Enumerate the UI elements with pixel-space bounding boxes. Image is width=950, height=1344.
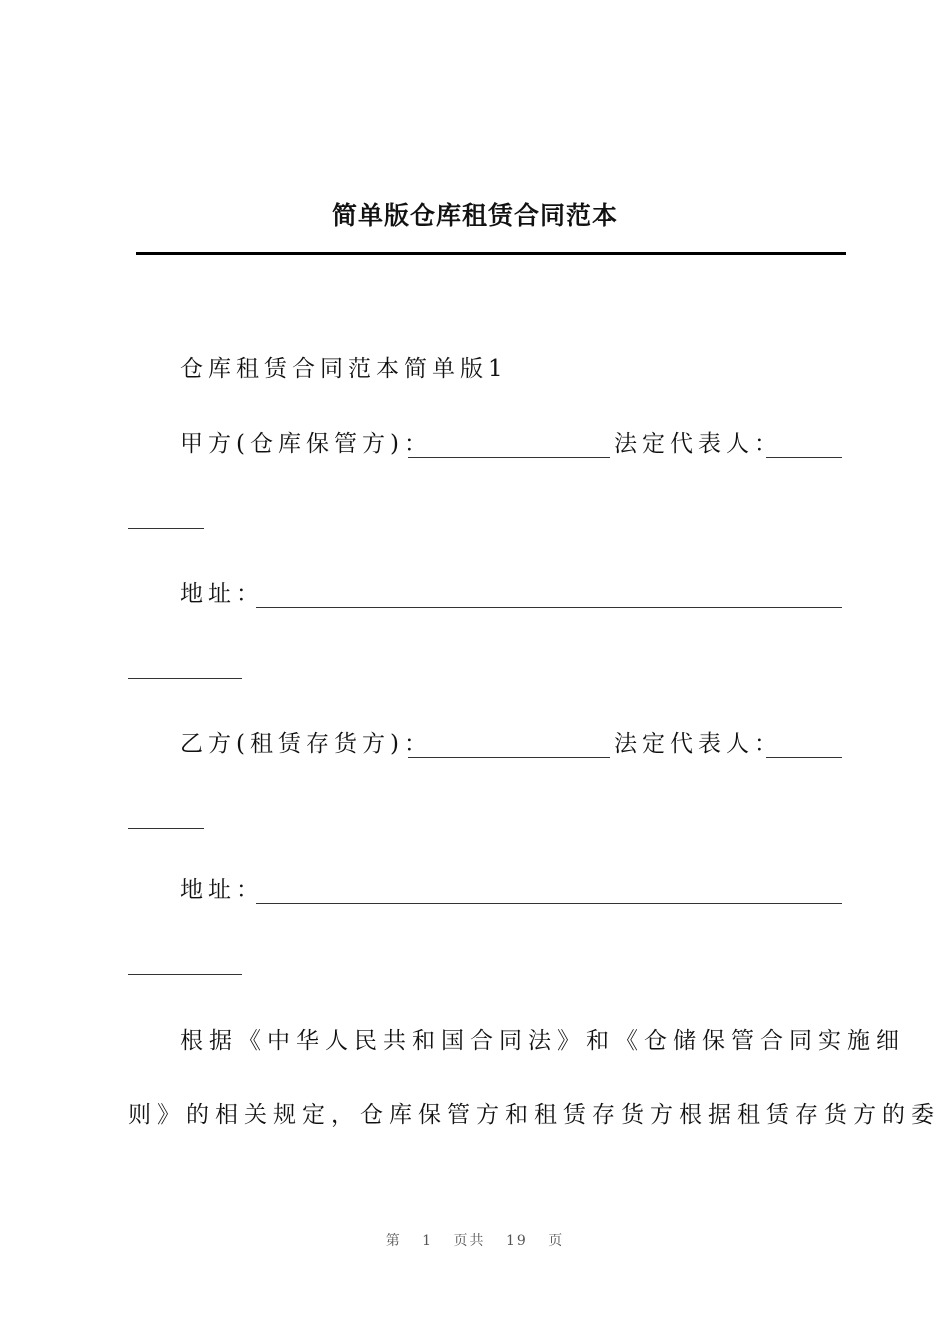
party-a-label: 甲方(仓库保管方)： [180,431,432,457]
address-label-b: 地址： [180,877,264,903]
footer-page-number: 1 [422,1233,434,1249]
title-divider [136,252,846,255]
address-a-blank-continued [128,678,242,679]
footer-suffix: 页 [548,1233,565,1249]
party-b-rep-blank [766,757,842,758]
address-a-blank [256,607,842,608]
party-a-rep-blank-continued [128,528,204,529]
page-footer [0,1230,950,1250]
body-text-line-1: 根据《中华人民共和国合同法》和《仓储保管合同实施细 [180,1028,905,1054]
footer-prefix: 第 [385,1233,402,1249]
address-b-blank [256,903,842,904]
party-b-rep-blank-continued [128,828,204,829]
party-a-name-blank [408,457,610,458]
party-a-rep-label: 法定代表人： [614,431,782,457]
body-text-line-2: 则》的相关规定，仓库保管方和租赁存货方根据租赁存货方的委 [128,1102,940,1128]
section-heading: 仓库租赁合同范本简单版1 [180,356,508,382]
party-b-rep-label: 法定代表人： [614,731,782,757]
address-label-a: 地址： [180,581,264,607]
address-b-blank-continued [128,974,242,975]
footer-total-pages: 19 [506,1233,528,1249]
document-title: 简单版仓库租赁合同范本 [331,201,618,230]
party-a-rep-blank [766,457,842,458]
party-b-name-blank [408,757,610,758]
footer-middle: 页共 [453,1233,486,1249]
party-b-label: 乙方(租赁存货方)： [180,731,432,757]
